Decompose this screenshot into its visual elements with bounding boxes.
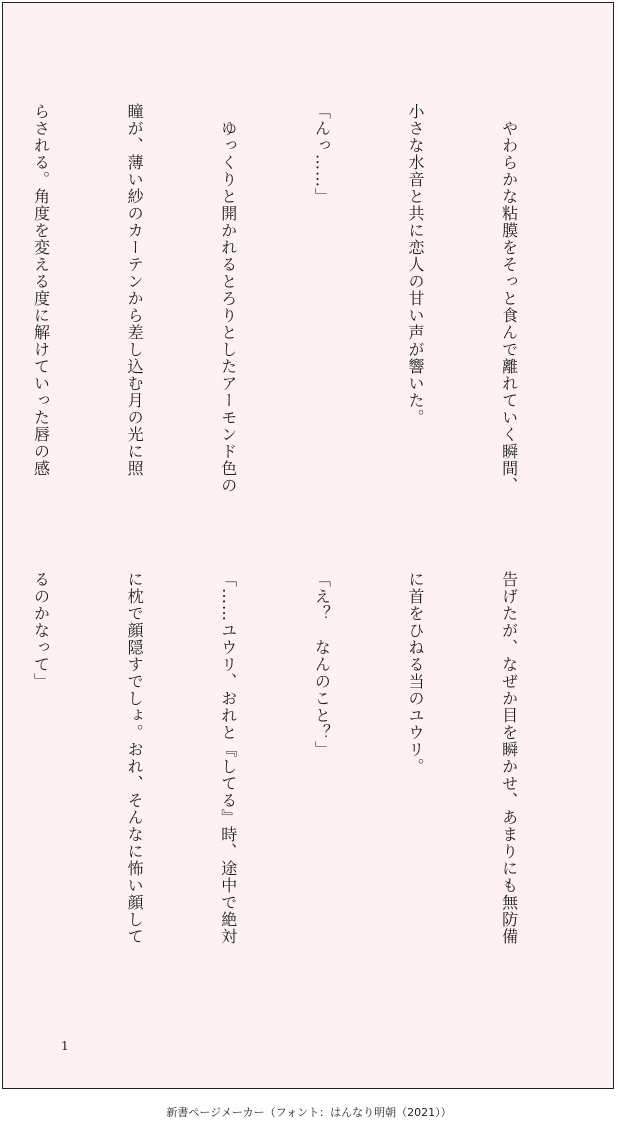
text-line: 「んっ……」 xyxy=(312,103,332,205)
footer-credit: 新書ページメーカー（フォント：はんなり明朝（2021）） xyxy=(166,1106,452,1119)
upper-text-block xyxy=(0,103,587,533)
text-line: 小さな水音と共に恋人の甘い声が響いた。 xyxy=(405,103,425,426)
text-line: らされる。角度を変える度に解けていった唇の感 xyxy=(31,103,51,477)
text-line: 「……ユウリ、おれと『してる』時、途中で絶対 xyxy=(218,571,238,945)
text-line: ゆっくりと開かれるとろりとしたアーモンド色の xyxy=(218,103,238,494)
text-line: 「え？ なんのこと？」 xyxy=(312,571,332,758)
text-line: るのかなって」 xyxy=(31,571,51,690)
book-page xyxy=(2,2,614,1089)
text-line: に枕で顔隠すでしょ。おれ、そんなに怖い顔して xyxy=(125,571,145,945)
lower-text-block xyxy=(0,571,587,1001)
text-line: 告げたが、なぜか目を瞬かせ、あまりにも無防備 xyxy=(499,571,519,945)
text-line: 瞳が、薄い紗のカーテンから差し込む月の光に照 xyxy=(125,103,145,477)
text-line: やわらかな粘膜をそっと食んで離れていく瞬間、 xyxy=(499,103,519,494)
page-number: 1 xyxy=(61,1039,69,1053)
text-line: に首をひねる当のユウリ。 xyxy=(405,571,425,775)
